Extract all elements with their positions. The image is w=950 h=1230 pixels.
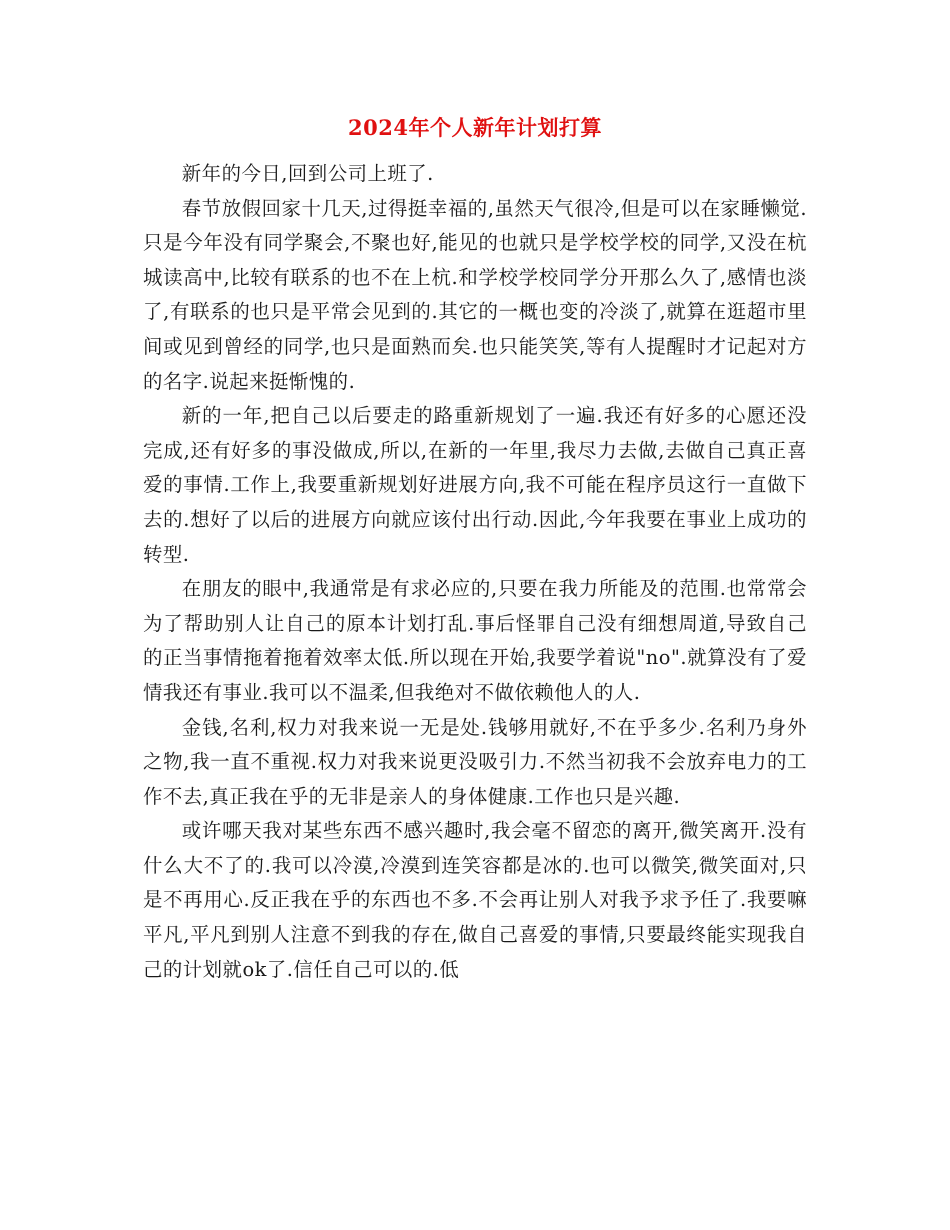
paragraph-5: 金钱,名利,权力对我来说一无是处.钱够用就好,不在乎多少.名利乃身外之物,我一直不重视.权力对我来说更没吸引力.不然当初我不会放弃电力的工作不去,真正我在乎的无非是亲人的身体健康.工作也只是兴趣. xyxy=(143,715,807,808)
document-body xyxy=(143,157,807,987)
paragraph-6: 或许哪天我对某些东西不感兴趣时,我会毫不留恋的离开,微笑离开.没有什么大不了的.我可以冷漠,冷漠到连笑容都是冰的.也可以微笑,微笑面对,只是不再用心.反正我在乎的东西也不多.不会再让别人对我予求予任了.我要嘛平凡,平凡到别人注意不到我的存在,做自己喜爱的事情,只要最终能实现我自己的计划就ok了.信任自己可以的.低 xyxy=(143,819,807,981)
document-title: 2024年个人新年计划打算 xyxy=(348,115,602,140)
paragraph-2: 春节放假回家十几天,过得挺幸福的,虽然天气很冷,但是可以在家睡懒觉.只是今年没有同学聚会,不聚也好,能见的也就只是学校学校的同学,又没在杭城读高中,比较有联系的也不在上杭.和学校学校同学分开那么久了,感情也淡了,有联系的也只是平常会见到的.其它的一概也变的冷淡了,就算在逛超市里间或见到曾经的同学,也只是面熟而矣.也只能笑笑,等有人提醒时才记起对方的名字.说起来挺惭愧的. xyxy=(143,196,807,393)
paragraph-1: 新年的今日,回到公司上班了. xyxy=(181,162,434,185)
paragraph-3: 新的一年,把自己以后要走的路重新规划了一遍.我还有好多的心愿还没完成,还有好多的事没做成,所以,在新的一年里,我尽力去做,去做自己真正喜爱的事情.工作上,我要重新规划好进展方向,我不可能在程序员这行一直做下去的.想好了以后的进展方向就应该付出行动.因此,今年我要在事业上成功的转型. xyxy=(143,404,807,566)
paragraph-4: 在朋友的眼中,我通常是有求必应的,只要在我力所能及的范围.也常常会为了帮助别人让自己的原本计划打乱.事后怪罪自己没有细想周道,导致自己的正当事情拖着拖着效率太低.所以现在开始,我要学着说"no".就算没有了爱情我还有事业.我可以不温柔,但我绝对不做依赖他人的人. xyxy=(143,577,807,704)
